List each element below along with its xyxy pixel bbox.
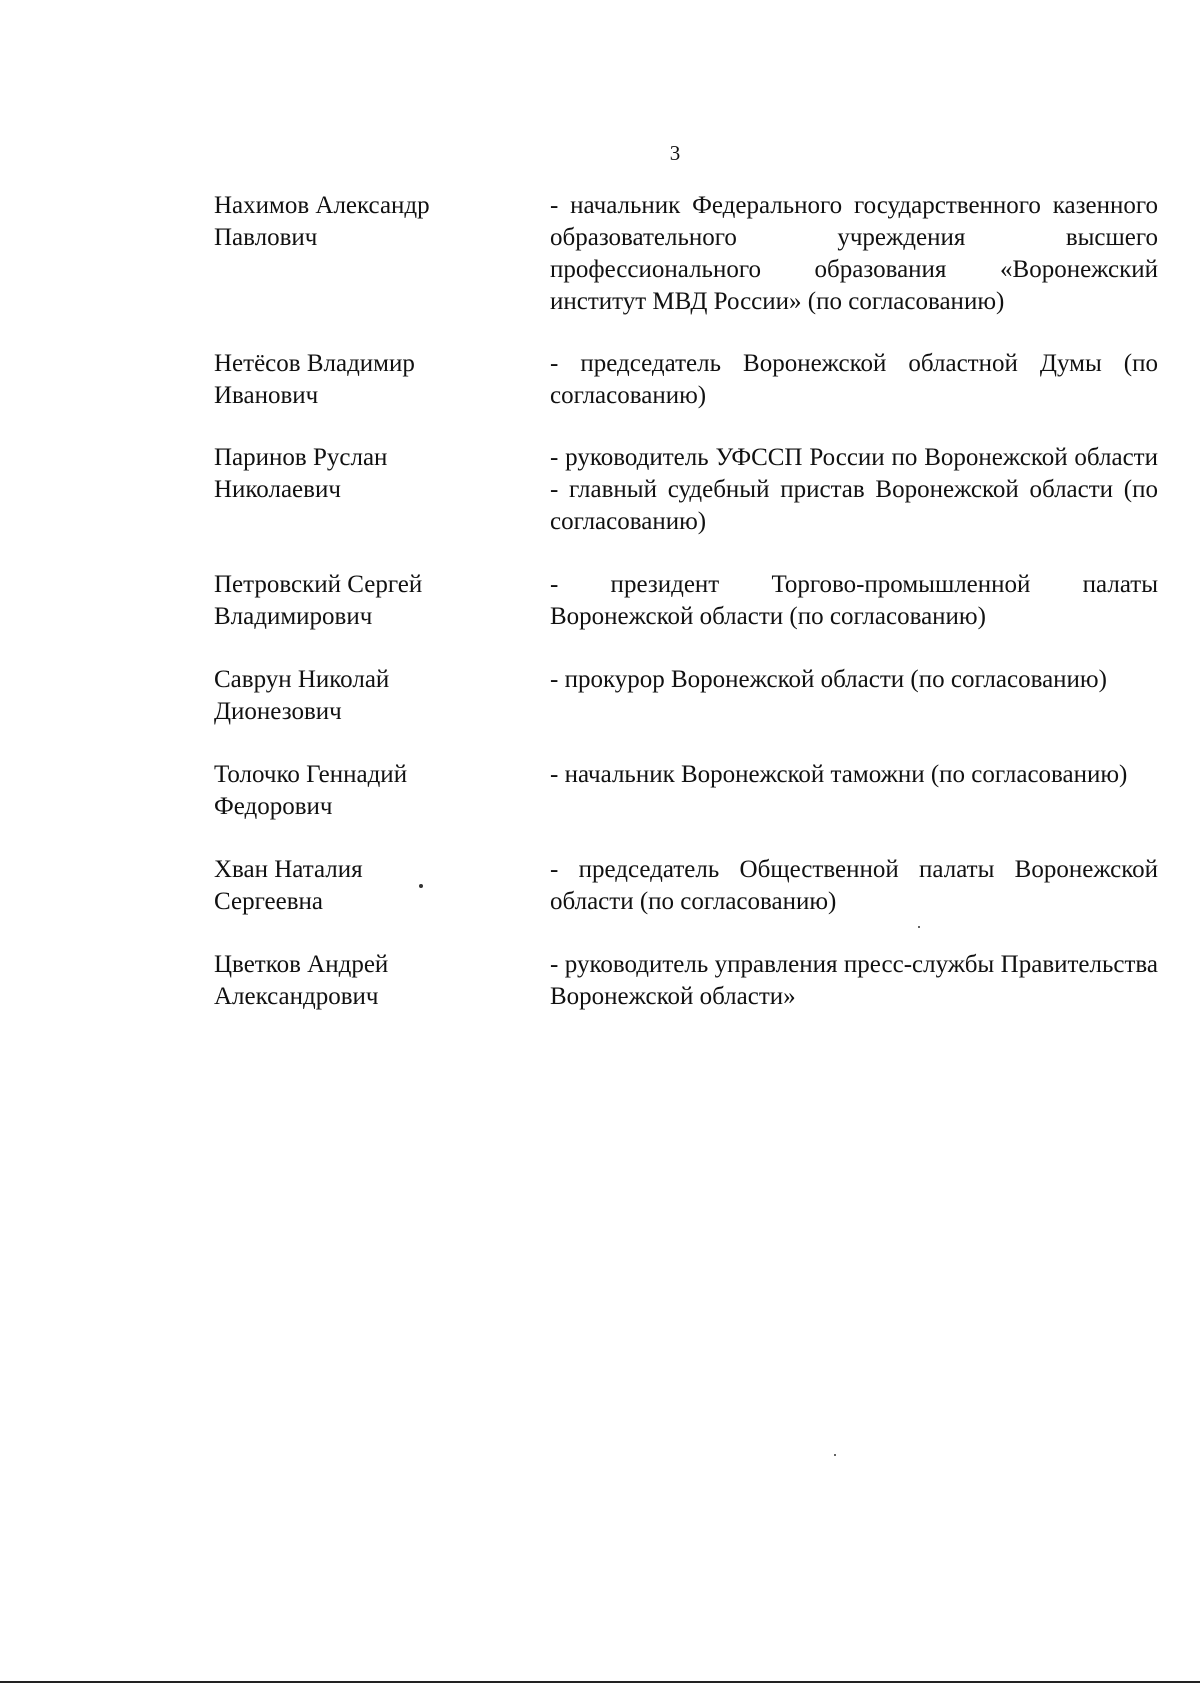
member-row (214, 759, 1158, 823)
scan-edge-line (0, 1681, 1200, 1683)
member-row (214, 569, 1158, 633)
member-position: - президент Торгово-промышленной палаты Воронежской области (по согласованию) (550, 571, 1158, 630)
member-position: - руководитель УФССП России по Воронежской области - главный судебный пристав Воронежской области (по согласованию) (550, 444, 1158, 535)
member-row (214, 854, 1158, 918)
member-row (214, 949, 1158, 1013)
scan-speck (834, 1454, 836, 1456)
member-position: - руководитель управления пресс-службы Правительства Воронежской области» (550, 951, 1158, 1010)
member-list (214, 190, 1158, 1013)
member-position: - прокурор Воронежской области (по согласованию) (550, 666, 1107, 693)
member-name: Паринов Руслан Николаевич (214, 444, 388, 503)
member-row (214, 442, 1158, 538)
member-name: Нахимов Александр Павлович (214, 192, 430, 251)
member-name: Хван Наталия Сергеевна (214, 856, 363, 915)
member-row (214, 664, 1158, 728)
member-position: - начальник Федерального государственного казенного образовательного учреждения высшего профессионального образования «Воронежский институт МВД России» (по согласованию) (550, 192, 1158, 315)
member-position: - начальник Воронежской таможни (по согласованию) (550, 761, 1128, 788)
scan-speck (419, 884, 423, 888)
member-name: Нетёсов Владимир Иванович (214, 350, 415, 409)
member-position: - председатель Воронежской областной Думы (по согласованию) (550, 350, 1158, 409)
scan-speck (918, 926, 920, 928)
member-name: Толочко Геннадий Федорович (214, 761, 408, 820)
page-number: 3 (669, 141, 681, 165)
member-name: Цветков Андрей Александрович (214, 951, 389, 1010)
member-name: Петровский Сергей Владимирович (214, 571, 423, 630)
member-name: Саврун Николай Дионезович (214, 666, 390, 725)
member-position: - председатель Общественной палаты Воронежской области (по согласованию) (550, 856, 1158, 915)
member-row (214, 190, 1158, 318)
member-row (214, 348, 1158, 412)
